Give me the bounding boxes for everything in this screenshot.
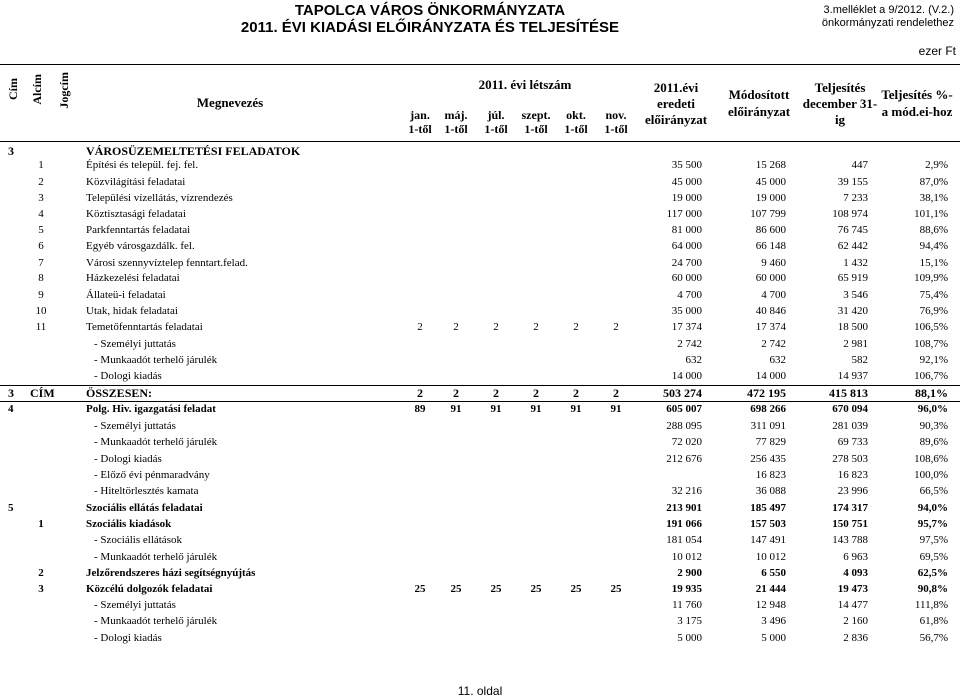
row-percent: 97,5% [919,534,948,546]
row-performance: 278 503 [832,453,868,465]
row-performance: 174 317 [832,502,868,514]
row-alcim: 5 [38,224,44,236]
row-original: 2 742 [677,338,702,350]
row-original: 14 000 [671,370,702,382]
row-modified: 12 948 [755,599,786,611]
row-performance: 143 788 [832,534,868,546]
row-percent: 94,4% [919,240,948,252]
row-alcim: 4 [38,208,44,220]
annex-reference [822,4,954,30]
row-performance: 65 919 [837,272,868,284]
row-percent: 89,6% [919,436,948,448]
row-original: 24 700 [671,257,702,269]
row-modified: 472 195 [747,386,786,400]
row-alcim: 3 [38,192,44,204]
row-percent: 94,0% [917,502,948,514]
annex-line2: önkormányzati rendelethez [821,17,954,29]
row-modified: 40 846 [755,305,786,317]
col-alcim-header: Alcím [30,74,44,105]
table-row [0,319,960,335]
row-headcount: 2 [533,386,539,400]
table-row [0,549,960,565]
row-percent: 76,9% [919,305,948,317]
row-original: 19 000 [671,192,702,204]
table-row [0,532,960,548]
row-headcount: 2 [417,321,423,333]
row-headcount: 25 [490,583,502,595]
row-headcount: 91 [570,403,582,415]
hc-header-2: máj. 1-től [444,108,468,136]
table-row [0,516,960,532]
table-row [0,500,960,516]
row-headcount: 2 [453,321,459,333]
row-percent: 90,8% [917,583,948,595]
row-modified: 5 000 [761,632,786,644]
row-original: 81 000 [671,224,702,236]
table-row [0,336,960,352]
row-name: - Szociális ellátások [94,534,182,546]
hc-header-5: okt. 1-től [564,108,588,136]
row-name: Állateü-i feladatai [86,289,166,301]
row-percent: 96,0% [917,403,948,415]
row-modified: 6 550 [761,567,786,579]
table-row [0,597,960,613]
row-percent: 108,6% [914,453,948,465]
table-row [0,157,960,173]
currency-unit: ezer Ft [918,44,956,58]
row-name: - Munkaadót terhelő járulék [94,436,218,448]
row-original: 72 020 [671,436,702,448]
row-name: ÖSSZESEN: [86,386,153,400]
row-alcim: 11 [35,321,47,333]
row-modified: 36 088 [755,485,786,497]
row-modified: 77 829 [755,436,786,448]
row-name: Jelzőrendszeres házi segítségnyújtás [86,567,256,579]
row-name: Települési vízellátás, vízrendezés [86,192,233,204]
table-row [0,434,960,450]
row-modified: 698 266 [750,403,786,415]
row-original: 117 000 [666,208,702,220]
table-row [0,581,960,597]
row-headcount: 2 [493,321,499,333]
table-row [0,174,960,190]
row-performance: 281 039 [832,420,868,432]
row-performance: 6 963 [843,551,868,563]
row-percent: 106,7% [914,370,948,382]
row-headcount: 91 [490,403,502,415]
row-alcim: 2 [38,176,44,188]
row-name: Közcélú dolgozók feladatai [86,583,213,595]
row-performance: 1 432 [843,257,868,269]
row-name: VÁROSÜZEMELTETÉSI FELADATOK [86,144,301,158]
row-modified: 4 700 [761,289,786,301]
row-modified: 2 742 [761,338,786,350]
row-headcount: 25 [570,583,582,595]
row-alcim: CÍM [30,386,55,400]
row-cim: 4 [8,403,14,415]
row-alcim: 8 [38,272,44,284]
row-performance: 69 733 [837,436,868,448]
row-headcount: 25 [530,583,542,595]
row-name: - Személyi juttatás [94,420,176,432]
col-jogcim-header: Jogcím [57,72,71,109]
table-row [0,270,960,286]
row-performance: 4 093 [843,567,868,579]
row-modified: 45 000 [755,176,786,188]
row-headcount: 2 [417,386,423,400]
row-alcim: 2 [38,567,44,579]
col-cim-header: Cím [6,78,20,100]
row-original: 2 900 [677,567,702,579]
row-modified: 16 823 [755,469,786,481]
row-alcim: 6 [38,240,44,252]
row-percent: 15,1% [919,257,948,269]
row-original: 181 054 [666,534,702,546]
row-headcount: 2 [453,386,459,400]
row-name: - Hiteltörlesztés kamata [94,485,199,497]
row-percent: 56,7% [919,632,948,644]
table-row [0,613,960,629]
table-row [0,206,960,222]
row-performance: 150 751 [832,518,868,530]
row-performance: 14 477 [837,599,868,611]
row-alcim: 1 [38,159,44,171]
row-modified: 15 268 [755,159,786,171]
row-original: 213 901 [666,502,702,514]
table-row [0,630,960,646]
row-modified: 9 460 [761,257,786,269]
row-performance: 582 [851,354,868,366]
row-modified: 66 148 [755,240,786,252]
row-name: Egyéb városgazdálk. fel. [86,240,195,252]
row-original: 3 175 [677,615,702,627]
row-modified: 17 374 [755,321,786,333]
row-modified: 10 012 [755,551,786,563]
page-title-line1: TAPOLCA VÁROS ÖNKORMÁNYZATA [294,2,566,19]
col-percent-header: Teljesítés %- a mód.ei-hoz [881,87,953,119]
headcount-group-header: 2011. évi létszám [478,77,572,92]
row-original: 212 676 [666,453,702,465]
row-performance: 23 996 [837,485,868,497]
row-modified: 60 000 [755,272,786,284]
row-headcount: 25 [414,583,426,595]
row-headcount: 2 [573,386,579,400]
row-performance: 670 094 [832,403,868,415]
row-modified: 185 497 [750,502,786,514]
row-percent: 92,1% [919,354,948,366]
row-original: 288 095 [666,420,702,432]
row-name: - Munkaadót terhelő járulék [94,615,218,627]
table-row [0,467,960,483]
row-headcount: 91 [530,403,542,415]
row-alcim: 1 [38,518,44,530]
row-modified: 147 491 [750,534,786,546]
row-name: Szociális ellátás feladatai [86,502,203,514]
row-performance: 3 546 [843,289,868,301]
page-number: 11. oldal [457,684,503,698]
table-row [0,238,960,254]
row-percent: 88,6% [919,224,948,236]
table-row [0,565,960,581]
row-name: Házkezelési feladatai [86,272,180,284]
row-performance: 108 974 [832,208,868,220]
row-headcount: 25 [450,583,462,595]
hc-header-4: szept. 1-től [521,108,551,136]
row-headcount: 2 [573,321,579,333]
row-headcount: 25 [610,583,622,595]
table-row [0,352,960,368]
table-row [0,418,960,434]
row-performance: 16 823 [837,469,868,481]
row-modified: 14 000 [755,370,786,382]
row-performance: 39 155 [837,176,868,188]
row-original: 605 007 [666,403,702,415]
row-percent: 108,7% [914,338,948,350]
row-percent: 106,5% [914,321,948,333]
table-row [0,303,960,319]
row-percent: 62,5% [917,567,948,579]
row-name: - Munkaadót terhelő járulék [94,354,218,366]
row-percent: 100,0% [914,469,948,481]
hc-header-3: júl. 1-től [484,108,508,136]
row-name: Építési és települ. fej. fel. [86,159,199,171]
table-row [0,401,960,417]
table-row [0,287,960,303]
row-performance: 62 442 [837,240,868,252]
row-percent: 69,5% [919,551,948,563]
row-modified: 157 503 [750,518,786,530]
row-percent: 87,0% [919,176,948,188]
row-modified: 21 444 [755,583,786,595]
row-performance: 447 [851,159,868,171]
row-original: 4 700 [677,289,702,301]
row-original: 632 [685,354,702,366]
row-modified: 86 600 [755,224,786,236]
table-row [0,368,960,384]
row-percent: 38,1% [919,192,948,204]
row-performance: 18 500 [837,321,868,333]
header-top-rule [0,64,960,65]
row-original: 10 012 [671,551,702,563]
row-performance: 31 420 [837,305,868,317]
row-percent: 95,7% [917,518,948,530]
row-performance: 415 813 [829,386,868,400]
row-percent: 111,8% [914,599,948,611]
page-title-line2: 2011. ÉVI KIADÁSI ELŐIRÁNYZATA ÉS TELJESÍTÉSE [240,19,620,36]
row-percent: 2,9% [925,159,948,171]
row-name: Utak, hidak feladatai [86,305,178,317]
row-performance: 76 745 [837,224,868,236]
row-name: Közvilágítási feladatai [86,176,186,188]
row-name: Parkfenntartás feladatai [86,224,191,236]
table-row [0,385,960,402]
row-modified: 632 [769,354,786,366]
col-name-header: Megnevezés [196,95,264,110]
row-headcount: 2 [613,321,619,333]
row-percent: 109,9% [914,272,948,284]
row-name: - Dologi kiadás [94,632,162,644]
row-name: Polg. Hiv. igazgatási feladat [86,403,216,415]
row-performance: 2 981 [843,338,868,350]
row-name: Szociális kiadások [86,518,172,530]
row-modified: 19 000 [755,192,786,204]
row-percent: 90,3% [919,420,948,432]
table-row [0,190,960,206]
row-headcount: 91 [610,403,622,415]
row-original: 45 000 [671,176,702,188]
row-original: 17 374 [671,321,702,333]
row-name: - Személyi juttatás [94,599,176,611]
row-modified: 3 496 [761,615,786,627]
row-name: - Előző évi pénmaradvány [94,469,210,481]
row-name: Köztisztasági feladatai [86,208,186,220]
row-performance: 7 233 [843,192,868,204]
row-alcim: 7 [38,257,44,269]
row-percent: 101,1% [914,208,948,220]
row-original: 11 760 [672,599,702,611]
row-original: 32 216 [671,485,702,497]
row-percent: 61,8% [919,615,948,627]
row-name: Városi szennyvíztelep fenntart.felad. [86,257,248,269]
row-alcim: 10 [35,305,47,317]
row-original: 35 500 [671,159,702,171]
table-row [0,222,960,238]
row-percent: 66,5% [919,485,948,497]
col-performance-header: Teljesítés december 31- ig [802,80,878,127]
row-cim: 3 [8,386,14,400]
row-name: Temetőfenntartás feladatai [86,321,203,333]
row-original: 35 000 [671,305,702,317]
hc-header-1: jan. 1-től [408,108,432,136]
col-original-header: 2011.évi eredeti előirányzat [644,80,708,127]
row-original: 503 274 [663,386,702,400]
row-name: - Munkaadót terhelő járulék [94,551,218,563]
row-headcount: 89 [414,403,426,415]
row-performance: 19 473 [837,583,868,595]
row-name: - Dologi kiadás [94,453,162,465]
row-performance: 14 937 [837,370,868,382]
row-performance: 2 160 [843,615,868,627]
row-modified: 256 435 [750,453,786,465]
row-performance: 2 836 [843,632,868,644]
row-alcim: 3 [38,583,44,595]
row-cim: 3 [8,144,14,158]
row-original: 64 000 [671,240,702,252]
row-alcim: 9 [38,289,44,301]
col-modified-header: Módosított előirányzat [727,87,791,119]
row-name: - Dologi kiadás [94,370,162,382]
table-row [0,483,960,499]
row-original: 60 000 [671,272,702,284]
row-name: - Személyi juttatás [94,338,176,350]
table-row [0,255,960,271]
hc-header-6: nov. 1-től [604,108,628,136]
row-original: 19 935 [671,583,702,595]
row-percent: 88,1% [915,386,948,400]
row-modified: 311 091 [750,420,786,432]
row-percent: 75,4% [919,289,948,301]
row-cim: 5 [8,502,14,514]
header-bottom-rule [0,141,960,142]
table-row [0,451,960,467]
annex-line1: 3.melléklet a 9/2012. (V.2.) [823,4,954,16]
row-original: 191 066 [666,518,702,530]
row-original: 5 000 [677,632,702,644]
row-headcount: 91 [450,403,462,415]
row-modified: 107 799 [750,208,786,220]
row-headcount: 2 [613,386,619,400]
row-headcount: 2 [533,321,539,333]
row-headcount: 2 [493,386,499,400]
